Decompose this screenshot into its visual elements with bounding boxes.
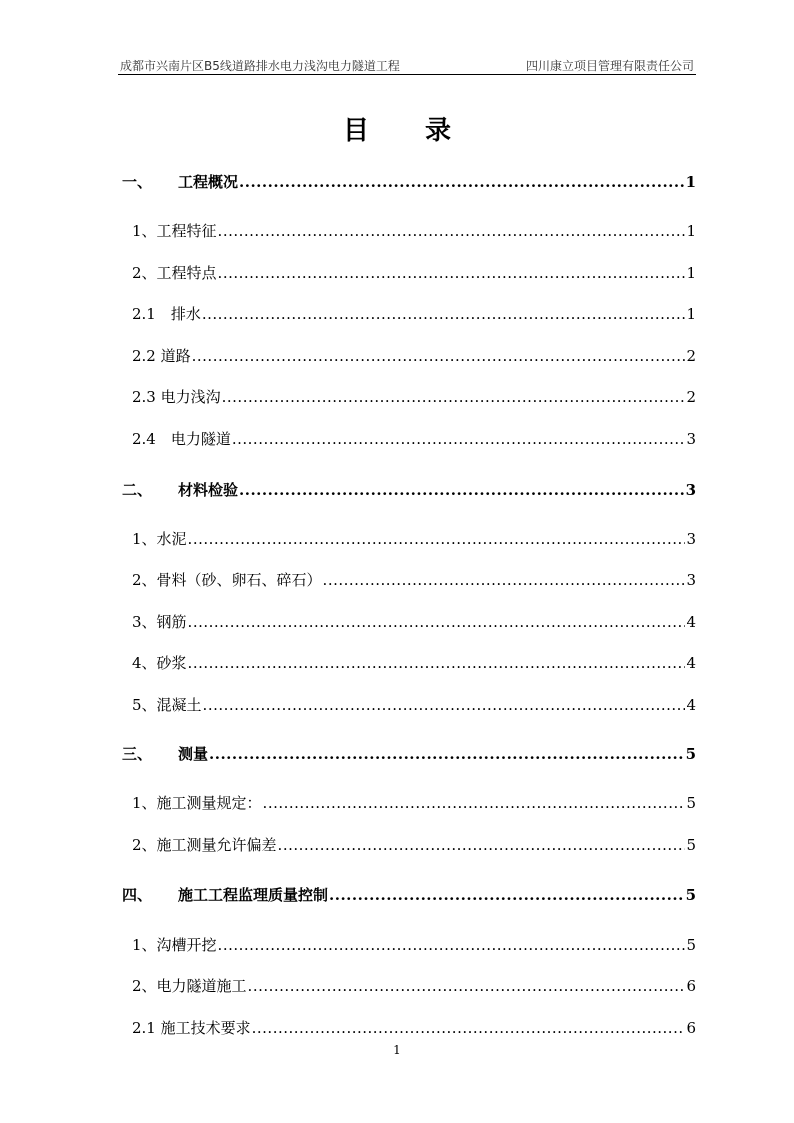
toc-page-number: 5 bbox=[686, 936, 696, 954]
toc-entry-label: 2.1 排水 bbox=[132, 305, 201, 323]
toc-leader-dots bbox=[218, 936, 686, 954]
toc-leader-dots bbox=[248, 977, 686, 995]
toc-entry[interactable] bbox=[132, 262, 696, 284]
page-footer-number: 1 bbox=[393, 1043, 401, 1057]
toc-leader-dots bbox=[209, 745, 685, 763]
toc-section-number: 四、 bbox=[122, 886, 153, 904]
toc-entry[interactable] bbox=[132, 428, 696, 450]
toc-page-number: 6 bbox=[686, 977, 696, 995]
toc-title bbox=[0, 110, 794, 147]
toc-entry-label: 2、电力隧道施工 bbox=[132, 977, 247, 995]
toc-entry-label: 1、工程特征 bbox=[132, 222, 217, 240]
toc-entry-section-2[interactable] bbox=[122, 479, 696, 501]
toc-entry[interactable] bbox=[132, 345, 696, 367]
toc-entry-label: 2.4 电力隧道 bbox=[132, 430, 231, 448]
toc-page-number: 3 bbox=[685, 481, 696, 499]
toc-page-number: 3 bbox=[686, 571, 696, 589]
toc-page-number: 4 bbox=[686, 613, 696, 631]
toc-section-title: 材料检验 bbox=[178, 481, 239, 499]
toc-entry[interactable] bbox=[132, 528, 696, 550]
toc-entry[interactable] bbox=[132, 792, 696, 814]
toc-section-title: 测量 bbox=[178, 745, 209, 763]
toc-leader-dots bbox=[232, 430, 686, 448]
toc-page-number: 2 bbox=[686, 388, 696, 406]
toc-entry-label: 4、砂浆 bbox=[132, 654, 187, 672]
toc-leader-dots bbox=[202, 305, 686, 323]
toc-page-number: 4 bbox=[686, 654, 696, 672]
toc-leader-dots bbox=[239, 481, 685, 499]
toc-leader-dots bbox=[222, 388, 686, 406]
toc-entry[interactable] bbox=[132, 975, 696, 997]
toc-entry-label: 2.1 施工技术要求 bbox=[132, 1019, 251, 1037]
toc-entry[interactable] bbox=[132, 386, 696, 408]
toc-section-title: 工程概况 bbox=[178, 173, 239, 191]
toc-page-number: 6 bbox=[686, 1019, 696, 1037]
toc-entry-label: 1、水泥 bbox=[132, 530, 187, 548]
page-header bbox=[118, 54, 696, 75]
toc-leader-dots bbox=[252, 1019, 686, 1037]
toc-page-number: 5 bbox=[686, 836, 696, 854]
toc-page-number: 4 bbox=[686, 696, 696, 714]
toc-entry[interactable] bbox=[132, 694, 696, 716]
toc-entry[interactable] bbox=[132, 652, 696, 674]
toc-page-number: 1 bbox=[685, 173, 696, 191]
toc-entry-label: 5、混凝土 bbox=[132, 696, 202, 714]
toc-entry-label: 3、钢筋 bbox=[132, 613, 187, 631]
toc-entry-label: 2、施工测量允许偏差 bbox=[132, 836, 277, 854]
toc-leader-dots bbox=[263, 794, 686, 812]
toc-section-number: 二、 bbox=[122, 481, 153, 499]
toc-entry-label: 2、工程特点 bbox=[132, 264, 217, 282]
toc-section-title: 施工工程监理质量控制 bbox=[178, 886, 329, 904]
toc-page-number: 3 bbox=[686, 530, 696, 548]
toc-page-number: 1 bbox=[686, 305, 696, 323]
toc-page-number: 3 bbox=[686, 430, 696, 448]
toc-leader-dots bbox=[188, 530, 686, 548]
toc-leader-dots bbox=[192, 347, 686, 365]
toc-entry-label: 2、骨料（砂、卵石、碎石） bbox=[132, 571, 322, 589]
toc-page-number: 5 bbox=[685, 886, 696, 904]
toc-leader-dots bbox=[218, 264, 686, 282]
toc-page-number: 2 bbox=[686, 347, 696, 365]
header-company-name: 四川康立项目管理有限责任公司 bbox=[525, 59, 694, 73]
toc-section-number: 三、 bbox=[122, 745, 153, 763]
toc-entry[interactable] bbox=[132, 569, 696, 591]
toc-leader-dots bbox=[323, 571, 686, 589]
toc-page-number: 5 bbox=[685, 745, 696, 763]
toc-entry-label: 1、沟槽开挖 bbox=[132, 936, 217, 954]
header-project-title: 成都市兴南片区B5线道路排水电力浅沟电力隧道工程 bbox=[120, 59, 400, 73]
toc-entry[interactable] bbox=[132, 1017, 696, 1039]
toc-entry[interactable] bbox=[132, 220, 696, 242]
toc-entry-label: 1、施工测量规定： bbox=[132, 794, 262, 812]
toc-entry-section-1[interactable] bbox=[122, 171, 696, 193]
toc-entry[interactable] bbox=[132, 303, 696, 325]
toc-title-char-2: 录 bbox=[425, 116, 452, 146]
toc-leader-dots bbox=[329, 886, 685, 904]
toc-entry-section-3[interactable] bbox=[122, 743, 696, 765]
toc-page-number: 1 bbox=[686, 264, 696, 282]
toc-page-number: 5 bbox=[686, 794, 696, 812]
toc-title-char-1: 目 bbox=[342, 116, 369, 146]
toc-leader-dots bbox=[239, 173, 685, 191]
toc-leader-dots bbox=[188, 613, 686, 631]
toc-entry-label: 2.2 道路 bbox=[132, 347, 191, 365]
toc-leader-dots bbox=[218, 222, 686, 240]
toc-entry[interactable] bbox=[132, 611, 696, 633]
toc-leader-dots bbox=[278, 836, 686, 854]
toc-entry[interactable] bbox=[132, 934, 696, 956]
toc-entry-section-4[interactable] bbox=[122, 884, 696, 906]
toc-leader-dots bbox=[188, 654, 686, 672]
toc-page-number: 1 bbox=[686, 222, 696, 240]
toc-leader-dots bbox=[203, 696, 686, 714]
toc-entry[interactable] bbox=[132, 834, 696, 856]
toc-entry-label: 2.3 电力浅沟 bbox=[132, 388, 221, 406]
toc-section-number: 一、 bbox=[122, 173, 153, 191]
